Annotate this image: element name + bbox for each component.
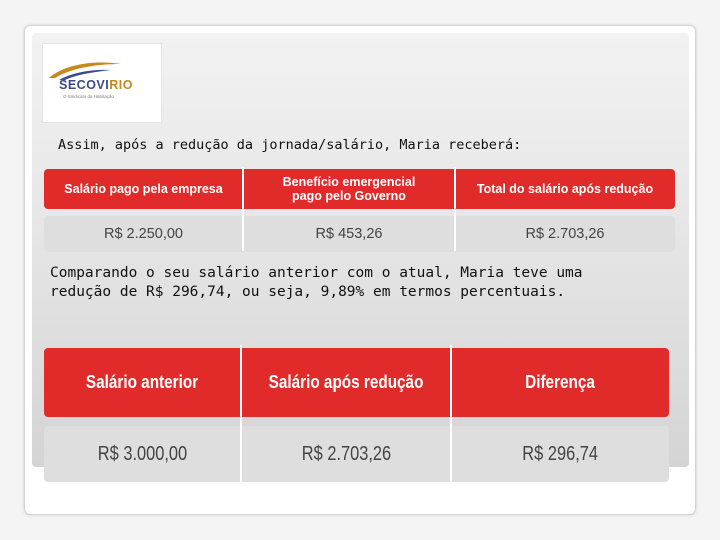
header-salario-empresa: Salário pago pela empresa xyxy=(64,182,223,196)
intro-text: Assim, após a redução da jornada/salário, Maria receberá: xyxy=(58,137,522,153)
comparison-table xyxy=(44,348,669,482)
value-salario-empresa: R$ 2.250,00 xyxy=(103,226,183,242)
comparison-table-header xyxy=(44,348,669,417)
table-row xyxy=(44,216,675,252)
logo-wordmark: SECOVIRIO xyxy=(59,78,133,92)
secovirio-logo xyxy=(42,43,162,123)
benefit-table xyxy=(44,169,675,252)
comparison-text xyxy=(50,264,670,302)
value-diferenca: R$ 296,74 xyxy=(522,442,598,465)
header-total-salario: Total do salário após redução xyxy=(476,182,654,196)
column-divider xyxy=(454,167,456,251)
logo-tagline: O Sindicato da Habitação xyxy=(63,94,115,99)
comparison-line-1: Comparando o seu salário anterior com o atual, Maria teve uma xyxy=(50,265,583,281)
value-salario-anterior: R$ 3.000,00 xyxy=(97,442,188,465)
table-row xyxy=(44,426,669,482)
header-salario-anterior: Salário anterior xyxy=(86,372,199,392)
header-diferenca: Diferença xyxy=(525,372,595,392)
column-divider xyxy=(242,167,244,251)
value-salario-apos-reducao: R$ 2.703,26 xyxy=(301,442,391,465)
column-divider xyxy=(240,345,242,485)
benefit-table-header xyxy=(44,169,675,209)
value-total-salario: R$ 2.703,26 xyxy=(525,226,605,242)
header-beneficio-emergencial: Benefício emergencial pago pelo Governo xyxy=(282,175,416,203)
header-salario-apos-reducao: Salário após redução xyxy=(268,372,424,392)
column-divider xyxy=(450,345,452,485)
comparison-line-2: redução de R$ 296,74, ou seja, 9,89% em termos percentuais. xyxy=(50,284,566,300)
value-beneficio-emergencial: R$ 453,26 xyxy=(315,226,383,242)
